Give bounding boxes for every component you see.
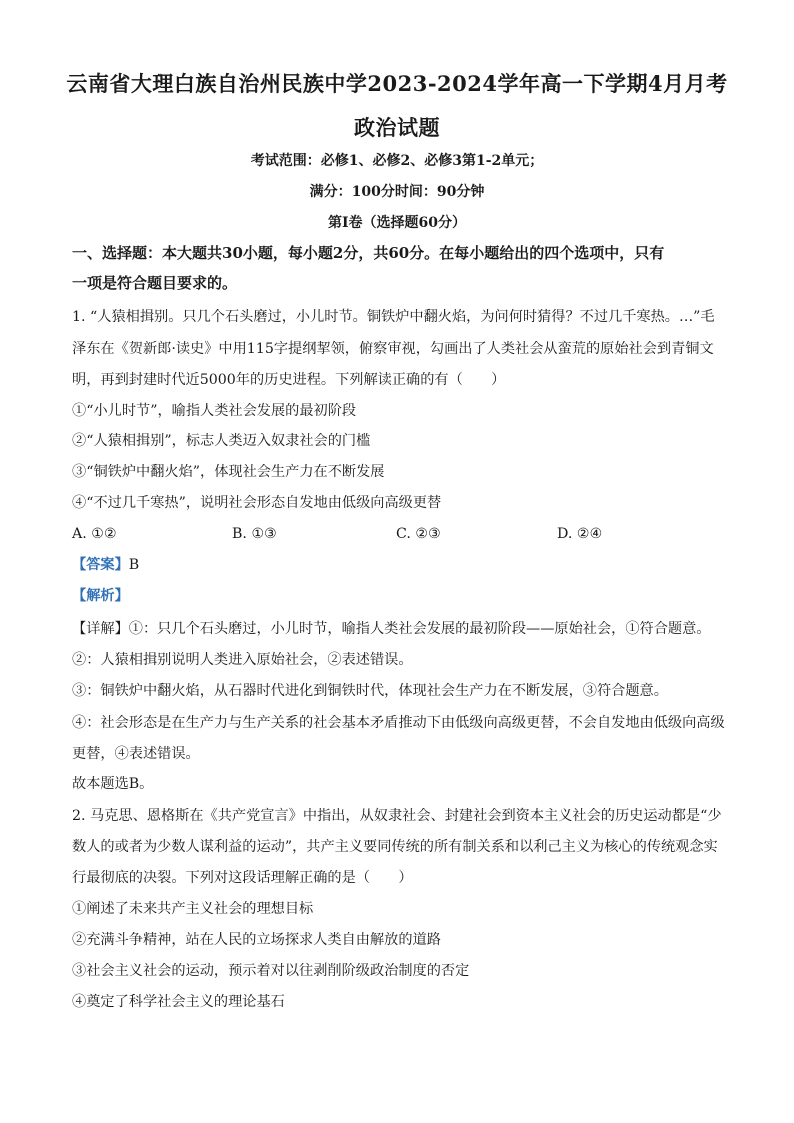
q1-stem-line: 明，再到封建时代近5000年的历史进程。下列解读正确的有（ ） [72,372,506,388]
q1-answer [72,555,732,575]
q1-item: ①“小儿时节”，喻指人类社会发展的最初阶段 [72,403,357,419]
volume-heading: 第Ⅰ卷（选择题60分） [327,215,467,231]
q1-detail-line [72,619,732,639]
q1-option-a: A. ①② [72,526,117,542]
exam-title: 云南省大理白族自治州民族中学2023-2024学年高一下学期4月月考 [66,71,728,96]
q2-stem-line: 行最彻底的决裂。下列对这段话理解正确的是（ ） [72,870,413,886]
q2-item: ②充满斗争精神，站在人民的立场探求人类自由解放的道路 [72,932,441,948]
exam-subject-title: 政治试题 [354,115,440,140]
q1-stem-line: 泽东在《贺新郎·读史》中用115字提纲挈领，俯察审视，勾画出了人类社会从蛮荒的原始社会到青铜文 [72,341,714,357]
exam-score-time: 满分：100分时间：90分钟 [309,184,485,200]
q1-detail-line: 更替，④表述错误。 [72,746,200,762]
section-instruction: 一、选择题：本大题共30小题，每小题2分，共60分。在每小题给出的四个选项中，只有 [72,244,665,262]
detail-tag: 【详解】 [72,621,129,637]
q1-option-b: B. ①③ [232,526,277,542]
detail-text: ①：只几个石头磨过，小儿时节，喻指人类社会发展的最初阶段——原始社会，①符合题意。 [128,621,711,637]
q1-item: ④“不过几千寒热”，说明社会形态自发地由低级向高级更替 [72,495,442,511]
analysis-tag: 【解析】 [72,588,129,604]
q1-detail-line: ②：人猿相揖别说明人类进入原始社会，②表述错误。 [72,652,413,668]
q1-analysis-heading [72,586,732,606]
q1-option-c: C. ②③ [396,526,441,542]
answer-tag: 【答案】 [72,557,129,573]
q1-option-d: D. ②④ [557,526,603,542]
q1-item: ③“铜铁炉中翻火焰”，体现社会生产力在不断发展 [72,464,385,480]
q1-detail-line: ④：社会形态是在生产力与生产关系的社会基本矛盾推动下由低级向高级更替，不会自发地由低级向高级 [72,715,725,731]
q2-item: ③社会主义社会的运动，预示着对以往剥削阶级政治制度的否定 [72,963,470,979]
exam-scope: 考试范围：必修1、必修2、必修3第1-2单元； [250,153,544,169]
q1-conclusion: 故本题选B。 [72,776,154,792]
q1-detail-line: ③：铜铁炉中翻火焰，从石器时代进化到铜铁时代，体现社会生产力在不断发展，③符合题意。 [72,683,668,699]
answer-value: B [128,557,140,573]
q2-item: ①阐述了未来共产主义社会的理想目标 [72,901,314,917]
q1-stem-line: 1. “人猿相揖别。只几个石头磨过，小儿时节。铜铁炉中翻火焰，为问何时猜得？不过几千寒热。…”毛 [72,309,715,325]
q1-item: ②“人猿相揖别”，标志人类迈入奴隶社会的门槛 [72,433,371,449]
section-instruction-cont: 一项是符合题目要求的。 [72,274,238,292]
q2-stem-line: 数人的或者为少数人谋利益的运动”，共产主义要同传统的所有制关系和以利己主义为核心的传统观念实 [72,839,718,855]
q2-item: ④奠定了科学社会主义的理论基石 [72,994,285,1010]
q2-stem-line: 2. 马克思、恩格斯在《共产党宣言》中指出，从奴隶社会、封建社会到资本主义社会的历史运动都是“少 [72,808,722,824]
